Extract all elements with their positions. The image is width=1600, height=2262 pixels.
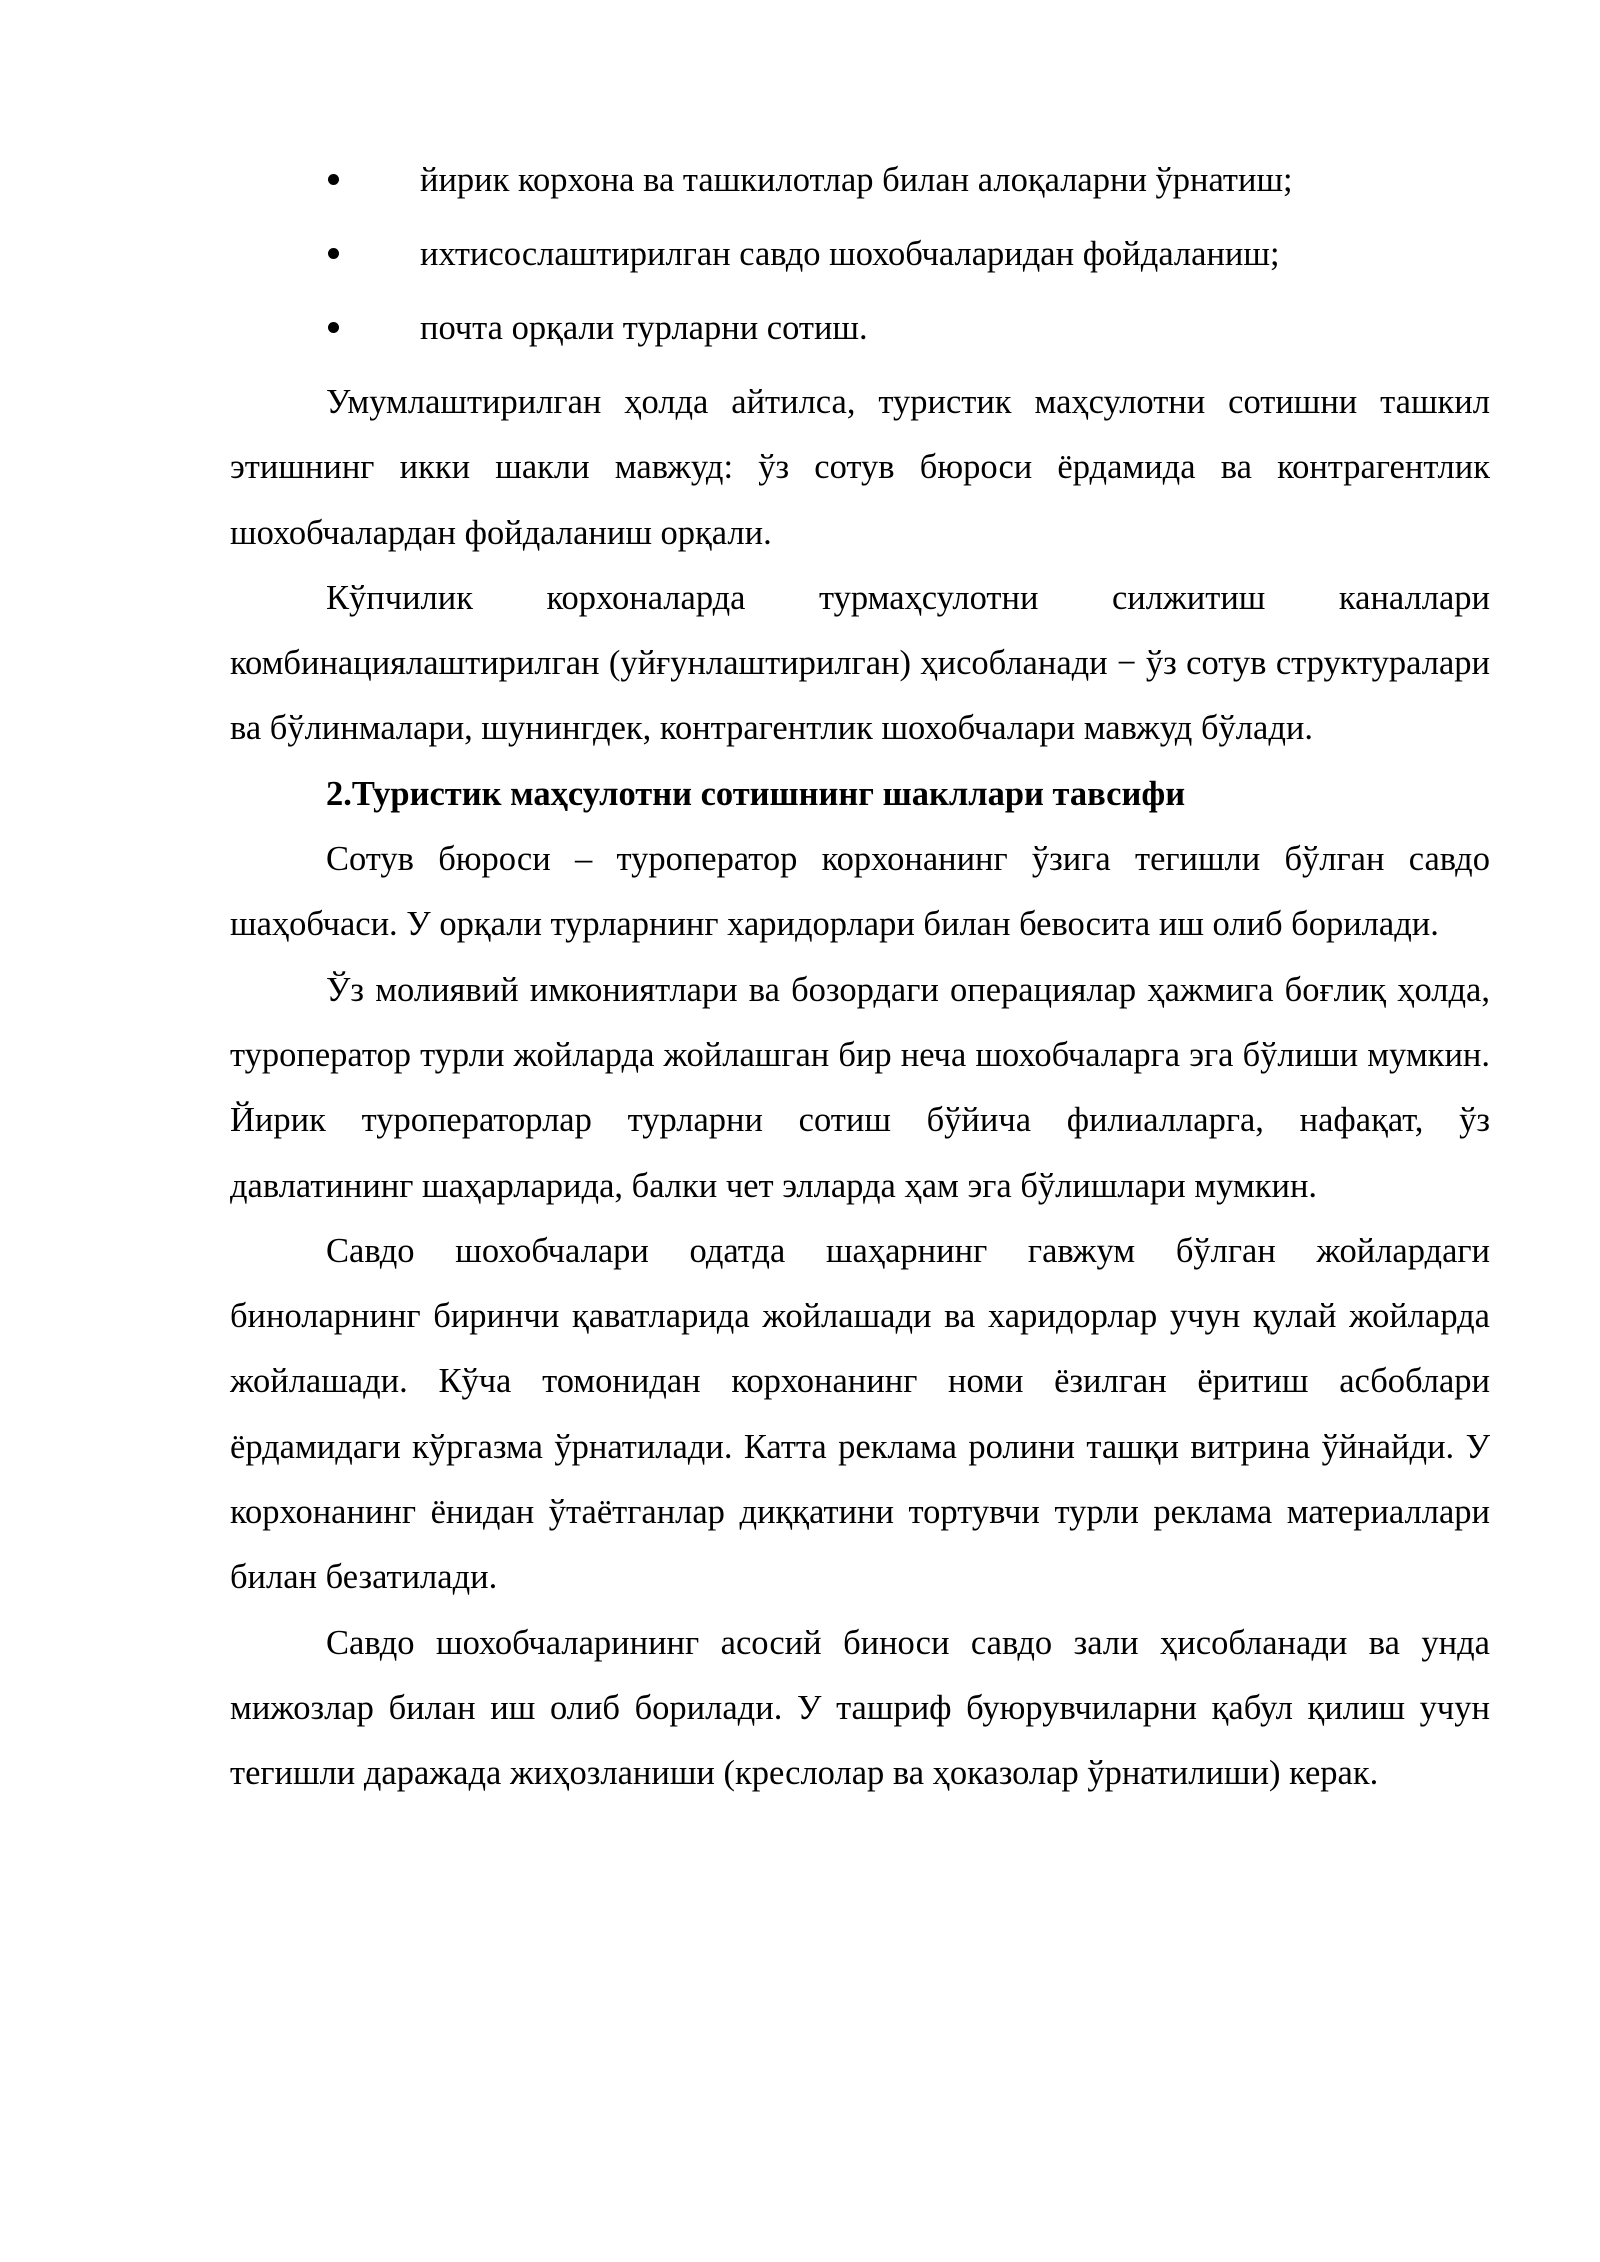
list-item bbox=[230, 296, 1490, 370]
body-paragraph: Умумлаштирилган ҳолда айтилса, туристик маҳсулотни сотишни ташкил этишнинг икки шакли мавжуд: ўз сотув бюроси ёрдамида ва контрагентлик шохобчалардан фойдаланиш орқали. bbox=[230, 383, 1490, 552]
bullet-icon bbox=[328, 322, 339, 333]
body-paragraph: Ўз молиявий имкониятлари ва бозордаги операциялар ҳажмига боғлиқ ҳолда, туроператор турли жойларда жойлашган бир неча шохобчаларга эга бўлиши мумкин. Йирик туроператорлар турларни сотиш бўйича филиалларга, нафақат, ўз давлатининг шаҳарларида, балки чет элларда ҳам эга бўлишлари мумкин. bbox=[230, 970, 1490, 1205]
list-item bbox=[230, 148, 1490, 222]
list-item-text: почта орқали турларни сотиш. bbox=[420, 309, 868, 347]
bullet-icon bbox=[328, 248, 339, 259]
list-item-text: йирик корхона ва ташкилотлар билан алоқаларни ўрнатиш; bbox=[420, 161, 1293, 199]
body-paragraph: Сотув бюроси – туроператор корхонанинг ўзига тегишли бўлган савдо шаҳобчаси. У орқали турларнинг харидорлари билан бевосита иш олиб борилади. bbox=[230, 840, 1490, 944]
document-page bbox=[230, 148, 1490, 1807]
list-item-text: ихтисослаштирилган савдо шохобчаларидан фойдаланиш; bbox=[420, 235, 1280, 273]
body-paragraph: Савдо шохобчаларининг асосий биноси савдо зали ҳисобланади ва унда мижозлар билан иш олиб борилади. У ташриф буюрувчиларни қабул қилиш учун тегишли даражада жиҳозланиши (креслолар ва ҳоказолар ўрнатилиши) керак. bbox=[230, 1623, 1490, 1793]
section-heading: 2.Туристик маҳсулотни сотишнинг шакллари тавсифи bbox=[326, 774, 1186, 813]
bullet-icon bbox=[328, 174, 339, 185]
list-item bbox=[230, 222, 1490, 296]
body-paragraph: Кўпчилик корхоналарда турмаҳсулотни силжитиш каналлари комбинациялаштирилган (уйғунлаштирилган) ҳисобланади − ўз сотув структуралари ва бўлинмалари, шунингдек, контрагентлик шохобчалари мавжуд бўлади. bbox=[230, 578, 1490, 748]
body-paragraph: Савдо шохобчалари одатда шаҳарнинг гавжум бўлган жойлардаги биноларнинг биринчи қаватларида жойлашади ва харидорлар учун қулай жойларда жойлашади. Кўча томонидан корхонанинг номи ёзилган ёритиш асбоблари ёрдамидаги кўргазма ўрнатилади. Катта реклама ролини ташқи витрина ўйнайди. У корхонанинг ёнидан ўтаётганлар диққатини тортувчи турли реклама материаллари билан безатилади. bbox=[230, 1231, 1490, 1597]
